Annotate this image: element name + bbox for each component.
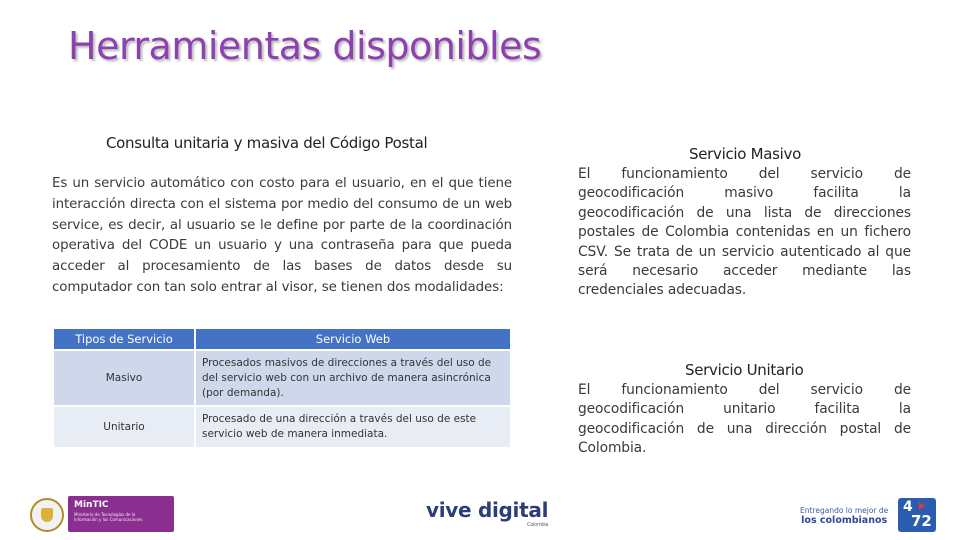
digital-word: digital: [477, 498, 549, 522]
colombia-seal-icon: [30, 498, 64, 532]
masivo-heading: Servicio Masivo: [689, 145, 801, 163]
vive-digital-logo: [426, 498, 549, 528]
table-header: Tipos de Servicio: [54, 329, 194, 349]
mintic-subtitle: Ministerio de Tecnologías de la Información y las Comunicaciones: [74, 512, 143, 522]
badge-top: 4: [903, 499, 913, 515]
table-cell: Masivo: [54, 351, 194, 405]
table-cell: Unitario: [54, 407, 194, 447]
mintic-name: MinTIC: [74, 500, 109, 510]
masivo-text: El funcionamiento del servicio de geocodificación masivo facilita la geocodificación de una lista de direcciones postales de Colombia contenidas en un fichero CSV. Se trata de un servicio autenticado al que será necesario acceder mediante las credenciales adecuadas.: [578, 166, 911, 299]
tagline-top: Entregando lo mejor de: [800, 506, 889, 515]
table-cell: Procesados masivos de direcciones a través del uso de del servicio web con un archivo de manera asincrónica (por demanda).: [196, 351, 510, 405]
left-heading: Consulta unitaria y masiva del Código Postal: [106, 134, 428, 152]
arrow-icon: [919, 502, 925, 510]
tagline-logo: [800, 506, 888, 526]
slide-title: Herramientas disponibles: [68, 24, 542, 68]
tagline-bottom: los colombianos: [801, 515, 888, 526]
vive-word: vive: [426, 498, 472, 522]
badge-bottom: 72: [911, 512, 932, 530]
unitario-heading: Servicio Unitario: [685, 361, 804, 379]
table-header-row: [54, 329, 510, 349]
mintic-logo: [68, 496, 174, 532]
table-row: [54, 351, 510, 405]
unitario-text: El funcionamiento del servicio de geocodificación unitario facilita la geocodificación de una dirección postal de Colombia.: [578, 382, 911, 457]
table-row: [54, 407, 510, 447]
472-logo: [898, 498, 936, 532]
services-table: [52, 327, 512, 449]
footer-logos: [0, 490, 960, 540]
left-paragraph: Es un servicio automático con costo para el usuario, en el que tiene interacción directa con el sistema por medio del consumo de un web service, es decir, al usuario se le define por parte de la coordinación operativa del CODE un usuario y una contraseña para que pueda acceder al procesamiento de las bases de datos desde su computador con tan solo entrar al visor, se tienen dos modalidades:: [52, 176, 512, 295]
vive-country: Colombia: [527, 522, 549, 528]
table-cell: Procesado de una dirección a través del uso de este servicio web de manera inmediata.: [196, 407, 510, 447]
table-header: Servicio Web: [196, 329, 510, 349]
